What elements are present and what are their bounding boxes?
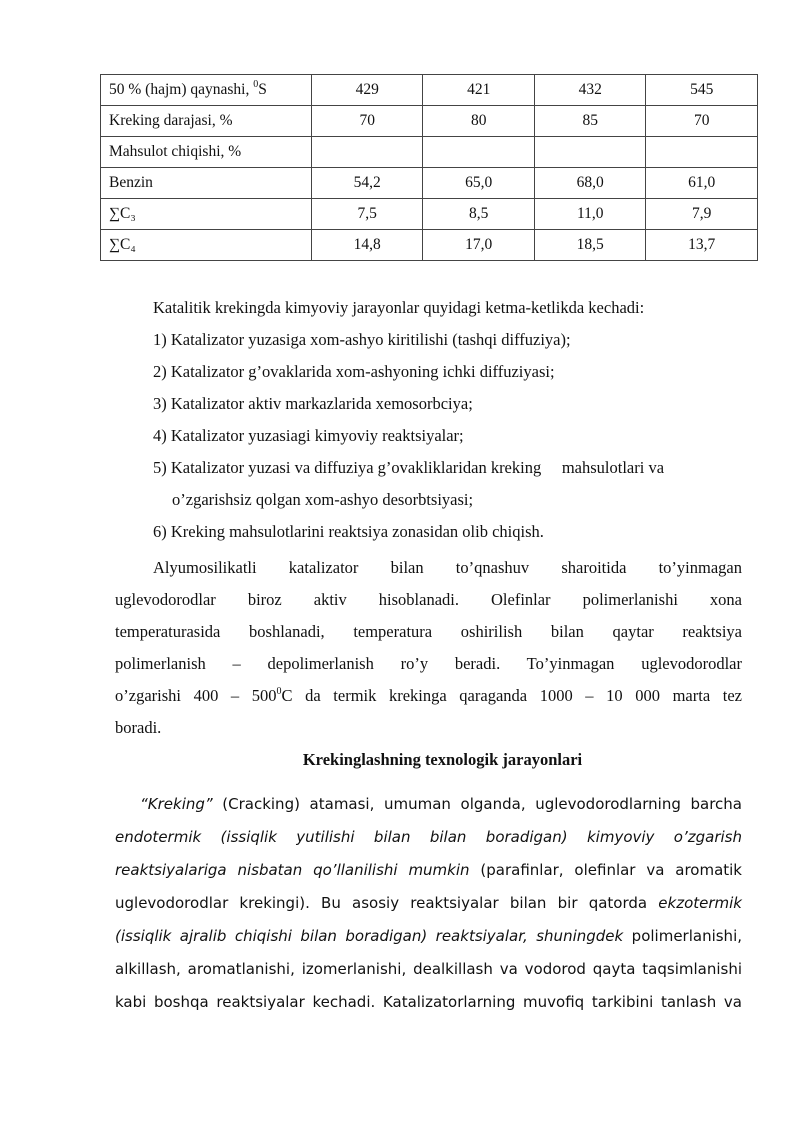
step-4: 4) Katalizator yuzasiagi kimyoviy reaktsiyalar;: [153, 426, 464, 445]
table-row: [101, 106, 758, 137]
para2-line1: [140, 795, 742, 813]
degree-superscript: 0: [276, 686, 282, 697]
table-row: [101, 137, 758, 168]
table-cell: 70: [311, 106, 423, 137]
row-label: [101, 137, 312, 168]
intro-line: Katalitik krekingda kimyoviy jarayonlar quyidagi ketma-ketlikda kechadi:: [153, 298, 645, 317]
table-cell: 432: [534, 75, 646, 106]
table-cell: 54,2: [311, 168, 423, 199]
para2-line5-rest: polimerlanishi,: [623, 927, 743, 945]
table-cell: 18,5: [534, 230, 646, 261]
table-cell: 545: [646, 75, 758, 106]
row-label: [101, 199, 312, 230]
para2-line2: [115, 828, 742, 846]
para1-line5: [115, 686, 742, 706]
para1-line4: polimerlanish – depolimerlanish ro’y beradi. To’yinmagan uglevodorodlar: [115, 654, 742, 673]
row-label-text: ∑C₃: [109, 205, 136, 222]
row-label: [101, 230, 312, 261]
step-6: 6) Kreking mahsulotlarini reaktsiya zonasidan olib chiqish.: [153, 522, 544, 541]
table-cell: 11,0: [534, 199, 646, 230]
row-label-text: Kreking darajasi, %: [109, 112, 233, 129]
para2-line4-italic: ekzotermik: [658, 894, 742, 912]
para2-line3-rest: (parafinlar, olefinlar va aromatik: [469, 861, 742, 879]
para2-line3-italic: reaktsiyalariga nisbatan qo’llanilishi mumkin: [115, 861, 470, 879]
row-label: [101, 106, 312, 137]
degree-superscript: 0: [253, 79, 259, 90]
step-3: 3) Katalizator aktiv markazlarida xemosorbciya;: [153, 394, 473, 413]
row-label-text: Benzin: [109, 174, 153, 191]
row-label-text: ∑C₄: [109, 236, 136, 253]
table-cell: 14,8: [311, 230, 423, 261]
para2-line1-rest: (Cracking) atamasi, umuman olganda, uglevodorodlarning barcha: [212, 795, 742, 813]
row-label: [101, 75, 312, 106]
para2-line4: [115, 894, 742, 912]
para2-line3: [115, 861, 742, 879]
step-5-continued: o’zgarishsiz qolgan xom-ashyo desorbtsiyasi;: [172, 490, 474, 509]
table-cell: [311, 137, 423, 168]
table-cell: 17,0: [423, 230, 535, 261]
row-label-text: 50 % (hajm) qaynashi,: [109, 81, 254, 98]
table-cell: 70: [646, 106, 758, 137]
step-2: 2) Katalizator g’ovaklarida xom-ashyoning ichki diffuziyasi;: [153, 362, 555, 381]
table-cell: 8,5: [423, 199, 535, 230]
para1-line3: temperaturasida boshlanadi, temperatura oshirilish bilan qaytar reaktsiya: [115, 622, 742, 641]
table-cell: 421: [423, 75, 535, 106]
step-5: 5) Katalizator yuzasi va diffuziya g’ovakliklaridan kreking mahsulotlari va: [153, 458, 665, 477]
para2-line4-text: uglevodorodlar krekingi). Bu asosiy reaktsiyalar bilan bir qatorda: [115, 894, 659, 912]
table-row: [101, 230, 758, 261]
table-cell: 85: [534, 106, 646, 137]
unit-text: S: [258, 81, 267, 98]
table-cell: 13,7: [646, 230, 758, 261]
table-cell: 68,0: [534, 168, 646, 199]
para2-line5-italic: (issiqlik ajralib chiqishi bilan boradigan) reaktsiyalar, shuningdek: [115, 927, 624, 945]
table-cell: 7,5: [311, 199, 423, 230]
para2-line7: kabi boshqa reaktsiyalar kechadi. Katalizatorlarning muvofiq tarkibini tanlash va: [115, 993, 742, 1011]
row-label-text: Mahsulot chiqishi, %: [109, 143, 242, 160]
table-cell: 80: [423, 106, 535, 137]
table-row: [101, 75, 758, 106]
para1-line2: uglevodorodlar biroz aktiv hisoblanadi. Olefinlar polimerlanishi xona: [115, 590, 742, 609]
step-1: 1) Katalizator yuzasiga xom-ashyo kiritilishi (tashqi diffuziya);: [153, 330, 571, 349]
table-cell: 61,0: [646, 168, 758, 199]
table-cell: [534, 137, 646, 168]
table-cell: 7,9: [646, 199, 758, 230]
table-row: [101, 168, 758, 199]
para1-line6: boradi.: [115, 718, 162, 737]
table-row: [101, 199, 758, 230]
para2-line5: [115, 927, 742, 945]
table-cell: 65,0: [423, 168, 535, 199]
para1-line5-part-a: o’zgarishi 400 – 500: [115, 686, 277, 705]
para2-line2-italic: endotermik (issiqlik yutilishi bilan bilan boradigan) kimyoviy o’zgarish: [115, 828, 742, 846]
table-cell: [646, 137, 758, 168]
row-label: [101, 168, 312, 199]
table-cell: 429: [311, 75, 423, 106]
para1-line1: Alyumosilikatli katalizator bilan to’qnashuv sharoitida to’yinmagan: [153, 558, 742, 577]
kreking-term: “Kreking”: [140, 795, 213, 813]
para1-line5-part-b: C da termik krekinga qaraganda 1000 – 10 000 marta tez: [281, 686, 742, 705]
section-heading: Krekinglashning texnologik jarayonlari: [302, 750, 583, 769]
table-cell: [423, 137, 535, 168]
cracking-data-table: [100, 74, 758, 261]
para2-line6: alkillash, aromatlanishi, izomerlanishi, dealkillash va vodorod qayta taqsimlanishi: [115, 960, 742, 978]
